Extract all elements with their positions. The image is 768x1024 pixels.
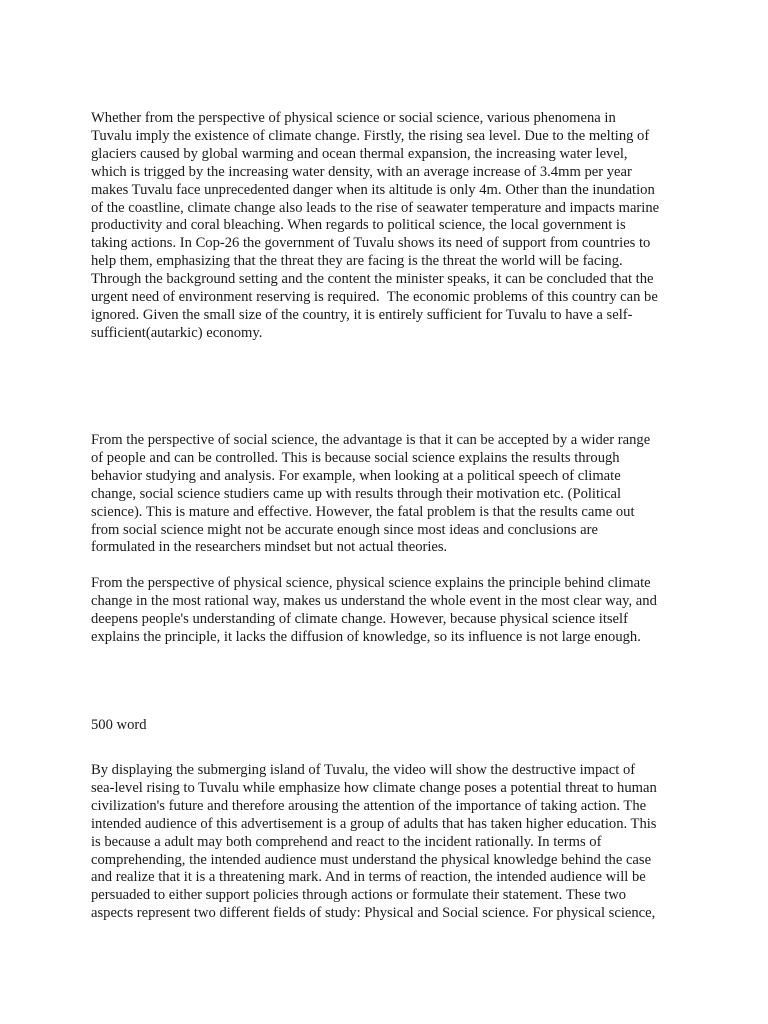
paragraph-social-science-perspective: From the perspective of social science, the advantage is that it can be accepted by a wider range of people and can be controlled. This is because social science explains the results through behavior studying and analysis. For example, when looking at a political speech of climate change, social science studiers came up with results through their motivation etc. (Political science). This is mature and effective. However, the fatal problem is that the results came out from social science might not be accurate enough since most ideas and conclusions are formulated in the researchers mindset but not actual theories.	[91, 432, 651, 556]
word-count-note: 500 word	[91, 717, 147, 733]
paragraph-tuvalu-climate-evidence: Whether from the perspective of physical science or social science, various phenomena in Tuvalu imply the existence of climate change. Firstly, the rising sea level. Due to the melting of glaciers caused by global warming and ocean thermal expansion, the increasing water level, which is trigged by the increasing water density, with an average increase of 3.4mm per year makes Tuvalu face unprecedented danger when its altitude is only 4m. Other than the inundation of the coastline, climate change also leads to the rise of seawater temperature and impacts marine productivity and coral bleaching. When regards to political science, the local government is taking actions. In Cop-26 the government of Tuvalu shows its need of support from countries to help them, emphasizing that the threat they are facing is the threat the world will be facing. Through the background setting and the content the minister speaks, it can be concluded that the urgent need of environment reserving is required. The economic problems of this country can be ignored. Given the small size of the country, it is entirely sufficient for Tuvalu to have a self- sufficient(autarkic) economy.	[91, 110, 660, 341]
paragraph-video-audience: By displaying the submerging island of Tuvalu, the video will show the destructive impact of sea-level rising to Tuvalu while emphasize how climate change poses a potential threat to human civilization's future and therefore arousing the attention of the importance of taking action. The intended audience of this advertisement is a group of adults that has taken higher education. This is because a adult may both comprehend and react to the incident rationally. In terms of comprehending, the intended audience must understand the physical knowledge behind the case and realize that it is a threatening mark. And in terms of reaction, the intended audience will be persuaded to either support policies through actions or formulate their statement. These two aspects represent two different fields of study: Physical and Social science. For physical science,	[91, 762, 657, 922]
paragraph-physical-science-perspective: From the perspective of physical science, physical science explains the principle behind climate change in the most rational way, makes us understand the whole event in the most clear way, and deepens people's understanding of climate change. However, because physical science itself explains the principle, it lacks the diffusion of knowledge, so its influence is not large enough.	[91, 575, 657, 645]
